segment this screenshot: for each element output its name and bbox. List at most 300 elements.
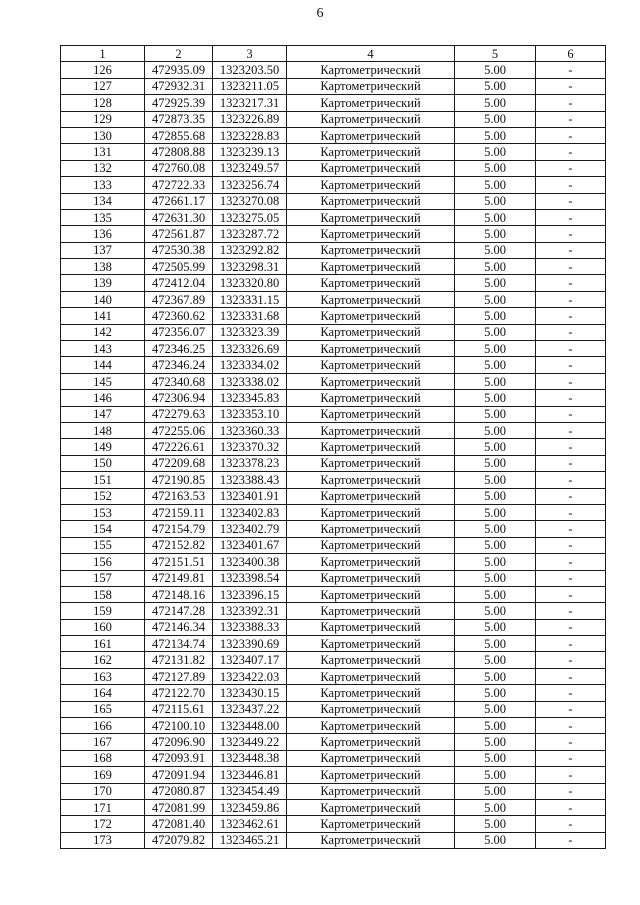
y-coordinate-cell: 1323388.33 [213, 619, 287, 635]
note-cell: - [536, 95, 606, 111]
note-cell: - [536, 504, 606, 520]
x-coordinate-cell: 472152.82 [145, 537, 213, 553]
point-number-cell: 145 [61, 373, 145, 389]
table-row [61, 373, 606, 389]
method-cell: Картометрический [287, 816, 455, 832]
table-row [61, 750, 606, 766]
method-cell: Картометрический [287, 570, 455, 586]
point-number-cell: 132 [61, 160, 145, 176]
accuracy-cell: 5.00 [455, 668, 536, 684]
accuracy-cell: 5.00 [455, 783, 536, 799]
method-cell: Картометрический [287, 193, 455, 209]
table-row [61, 636, 606, 652]
table-row [61, 259, 606, 275]
table-row [61, 95, 606, 111]
accuracy-cell: 5.00 [455, 127, 536, 143]
accuracy-cell: 5.00 [455, 488, 536, 504]
x-coordinate-cell: 472255.06 [145, 422, 213, 438]
x-coordinate-cell: 472147.28 [145, 603, 213, 619]
method-cell: Картометрический [287, 324, 455, 340]
point-number-cell: 169 [61, 767, 145, 783]
method-cell: Картометрический [287, 406, 455, 422]
point-number-cell: 133 [61, 177, 145, 193]
method-cell: Картометрический [287, 685, 455, 701]
note-cell: - [536, 439, 606, 455]
table-row [61, 406, 606, 422]
table-row [61, 734, 606, 750]
x-coordinate-cell: 472148.16 [145, 586, 213, 602]
method-cell: Картометрический [287, 652, 455, 668]
point-number-cell: 126 [61, 62, 145, 78]
method-cell: Картометрический [287, 586, 455, 602]
note-cell: - [536, 291, 606, 307]
x-coordinate-cell: 472935.09 [145, 62, 213, 78]
point-number-cell: 136 [61, 226, 145, 242]
note-cell: - [536, 259, 606, 275]
accuracy-cell: 5.00 [455, 78, 536, 94]
accuracy-cell: 5.00 [455, 144, 536, 160]
table-row [61, 324, 606, 340]
point-number-cell: 162 [61, 652, 145, 668]
x-coordinate-cell: 472096.90 [145, 734, 213, 750]
x-coordinate-cell: 472151.51 [145, 554, 213, 570]
method-cell: Картометрический [287, 341, 455, 357]
method-cell: Картометрический [287, 488, 455, 504]
y-coordinate-cell: 1323392.31 [213, 603, 287, 619]
point-number-cell: 158 [61, 586, 145, 602]
note-cell: - [536, 177, 606, 193]
accuracy-cell: 5.00 [455, 718, 536, 734]
accuracy-cell: 5.00 [455, 259, 536, 275]
x-coordinate-cell: 472356.07 [145, 324, 213, 340]
note-cell: - [536, 603, 606, 619]
point-number-cell: 170 [61, 783, 145, 799]
accuracy-cell: 5.00 [455, 750, 536, 766]
point-number-cell: 161 [61, 636, 145, 652]
table-row [61, 619, 606, 635]
note-cell: - [536, 78, 606, 94]
note-cell: - [536, 767, 606, 783]
column-header: 3 [213, 46, 287, 62]
table-row [61, 308, 606, 324]
accuracy-cell: 5.00 [455, 291, 536, 307]
column-header: 5 [455, 46, 536, 62]
y-coordinate-cell: 1323270.08 [213, 193, 287, 209]
method-cell: Картометрический [287, 160, 455, 176]
table-row [61, 504, 606, 520]
note-cell: - [536, 750, 606, 766]
accuracy-cell: 5.00 [455, 586, 536, 602]
table-row [61, 341, 606, 357]
y-coordinate-cell: 1323446.81 [213, 767, 287, 783]
method-cell: Картометрический [287, 554, 455, 570]
note-cell: - [536, 718, 606, 734]
y-coordinate-cell: 1323390.69 [213, 636, 287, 652]
y-coordinate-cell: 1323338.02 [213, 373, 287, 389]
point-number-cell: 163 [61, 668, 145, 684]
x-coordinate-cell: 472561.87 [145, 226, 213, 242]
point-number-cell: 137 [61, 242, 145, 258]
point-number-cell: 134 [61, 193, 145, 209]
x-coordinate-cell: 472149.81 [145, 570, 213, 586]
note-cell: - [536, 308, 606, 324]
table-row [61, 357, 606, 373]
x-coordinate-cell: 472209.68 [145, 455, 213, 471]
accuracy-cell: 5.00 [455, 734, 536, 750]
table-row [61, 718, 606, 734]
x-coordinate-cell: 472163.53 [145, 488, 213, 504]
x-coordinate-cell: 472100.10 [145, 718, 213, 734]
accuracy-cell: 5.00 [455, 603, 536, 619]
method-cell: Картометрический [287, 127, 455, 143]
table-body [61, 62, 606, 849]
note-cell: - [536, 209, 606, 225]
table-row [61, 488, 606, 504]
coordinates-table [60, 45, 606, 849]
x-coordinate-cell: 472093.91 [145, 750, 213, 766]
point-number-cell: 152 [61, 488, 145, 504]
table-row [61, 455, 606, 471]
y-coordinate-cell: 1323448.38 [213, 750, 287, 766]
method-cell: Картометрический [287, 439, 455, 455]
x-coordinate-cell: 472115.61 [145, 701, 213, 717]
note-cell: - [536, 619, 606, 635]
table-row [61, 111, 606, 127]
note-cell: - [536, 406, 606, 422]
y-coordinate-cell: 1323378.23 [213, 455, 287, 471]
method-cell: Картометрический [287, 422, 455, 438]
accuracy-cell: 5.00 [455, 521, 536, 537]
y-coordinate-cell: 1323402.79 [213, 521, 287, 537]
accuracy-cell: 5.00 [455, 209, 536, 225]
y-coordinate-cell: 1323437.22 [213, 701, 287, 717]
point-number-cell: 155 [61, 537, 145, 553]
table-row [61, 537, 606, 553]
table-row [61, 816, 606, 832]
y-coordinate-cell: 1323462.61 [213, 816, 287, 832]
method-cell: Картометрический [287, 603, 455, 619]
note-cell: - [536, 537, 606, 553]
y-coordinate-cell: 1323396.15 [213, 586, 287, 602]
x-coordinate-cell: 472530.38 [145, 242, 213, 258]
note-cell: - [536, 586, 606, 602]
note-cell: - [536, 390, 606, 406]
y-coordinate-cell: 1323459.86 [213, 799, 287, 815]
note-cell: - [536, 488, 606, 504]
y-coordinate-cell: 1323239.13 [213, 144, 287, 160]
x-coordinate-cell: 472360.62 [145, 308, 213, 324]
x-coordinate-cell: 472131.82 [145, 652, 213, 668]
table-row [61, 177, 606, 193]
y-coordinate-cell: 1323407.17 [213, 652, 287, 668]
note-cell: - [536, 144, 606, 160]
table-row [61, 160, 606, 176]
x-coordinate-cell: 472631.30 [145, 209, 213, 225]
accuracy-cell: 5.00 [455, 357, 536, 373]
point-number-cell: 172 [61, 816, 145, 832]
x-coordinate-cell: 472279.63 [145, 406, 213, 422]
accuracy-cell: 5.00 [455, 111, 536, 127]
note-cell: - [536, 226, 606, 242]
table-row [61, 62, 606, 78]
accuracy-cell: 5.00 [455, 242, 536, 258]
accuracy-cell: 5.00 [455, 636, 536, 652]
y-coordinate-cell: 1323449.22 [213, 734, 287, 750]
method-cell: Картометрический [287, 144, 455, 160]
note-cell: - [536, 341, 606, 357]
table-row [61, 209, 606, 225]
note-cell: - [536, 111, 606, 127]
column-header: 2 [145, 46, 213, 62]
table-row [61, 472, 606, 488]
point-number-cell: 144 [61, 357, 145, 373]
point-number-cell: 167 [61, 734, 145, 750]
method-cell: Картометрический [287, 259, 455, 275]
table-row [61, 275, 606, 291]
point-number-cell: 128 [61, 95, 145, 111]
accuracy-cell: 5.00 [455, 193, 536, 209]
note-cell: - [536, 570, 606, 586]
accuracy-cell: 5.00 [455, 226, 536, 242]
table-header-row [61, 46, 606, 62]
accuracy-cell: 5.00 [455, 341, 536, 357]
method-cell: Картометрический [287, 504, 455, 520]
x-coordinate-cell: 472127.89 [145, 668, 213, 684]
x-coordinate-cell: 472412.04 [145, 275, 213, 291]
note-cell: - [536, 652, 606, 668]
method-cell: Картометрический [287, 701, 455, 717]
point-number-cell: 151 [61, 472, 145, 488]
method-cell: Картометрический [287, 472, 455, 488]
x-coordinate-cell: 472226.61 [145, 439, 213, 455]
table-row [61, 390, 606, 406]
note-cell: - [536, 242, 606, 258]
y-coordinate-cell: 1323401.91 [213, 488, 287, 504]
accuracy-cell: 5.00 [455, 799, 536, 815]
x-coordinate-cell: 472760.08 [145, 160, 213, 176]
note-cell: - [536, 275, 606, 291]
x-coordinate-cell: 472855.68 [145, 127, 213, 143]
point-number-cell: 143 [61, 341, 145, 357]
point-number-cell: 131 [61, 144, 145, 160]
y-coordinate-cell: 1323360.33 [213, 422, 287, 438]
y-coordinate-cell: 1323256.74 [213, 177, 287, 193]
x-coordinate-cell: 472122.70 [145, 685, 213, 701]
accuracy-cell: 5.00 [455, 406, 536, 422]
point-number-cell: 166 [61, 718, 145, 734]
accuracy-cell: 5.00 [455, 390, 536, 406]
method-cell: Картометрический [287, 373, 455, 389]
note-cell: - [536, 373, 606, 389]
method-cell: Картометрический [287, 636, 455, 652]
table-row [61, 701, 606, 717]
y-coordinate-cell: 1323388.43 [213, 472, 287, 488]
column-header: 1 [61, 46, 145, 62]
method-cell: Картометрический [287, 291, 455, 307]
method-cell: Картометрический [287, 619, 455, 635]
method-cell: Картометрический [287, 718, 455, 734]
point-number-cell: 173 [61, 832, 145, 848]
method-cell: Картометрический [287, 95, 455, 111]
y-coordinate-cell: 1323398.54 [213, 570, 287, 586]
note-cell: - [536, 799, 606, 815]
table-row [61, 521, 606, 537]
accuracy-cell: 5.00 [455, 619, 536, 635]
y-coordinate-cell: 1323292.82 [213, 242, 287, 258]
point-number-cell: 150 [61, 455, 145, 471]
y-coordinate-cell: 1323211.05 [213, 78, 287, 94]
method-cell: Картометрический [287, 832, 455, 848]
method-cell: Картометрический [287, 734, 455, 750]
x-coordinate-cell: 472367.89 [145, 291, 213, 307]
method-cell: Картометрический [287, 62, 455, 78]
y-coordinate-cell: 1323226.89 [213, 111, 287, 127]
y-coordinate-cell: 1323217.31 [213, 95, 287, 111]
x-coordinate-cell: 472154.79 [145, 521, 213, 537]
x-coordinate-cell: 472925.39 [145, 95, 213, 111]
y-coordinate-cell: 1323353.10 [213, 406, 287, 422]
x-coordinate-cell: 472146.34 [145, 619, 213, 635]
point-number-cell: 127 [61, 78, 145, 94]
method-cell: Картометрический [287, 390, 455, 406]
accuracy-cell: 5.00 [455, 373, 536, 389]
table-row [61, 783, 606, 799]
note-cell: - [536, 422, 606, 438]
table-row [61, 439, 606, 455]
y-coordinate-cell: 1323448.00 [213, 718, 287, 734]
note-cell: - [536, 816, 606, 832]
x-coordinate-cell: 472091.94 [145, 767, 213, 783]
point-number-cell: 168 [61, 750, 145, 766]
point-number-cell: 153 [61, 504, 145, 520]
point-number-cell: 135 [61, 209, 145, 225]
method-cell: Картометрический [287, 357, 455, 373]
note-cell: - [536, 357, 606, 373]
y-coordinate-cell: 1323331.15 [213, 291, 287, 307]
x-coordinate-cell: 472346.24 [145, 357, 213, 373]
table-row [61, 78, 606, 94]
accuracy-cell: 5.00 [455, 767, 536, 783]
accuracy-cell: 5.00 [455, 570, 536, 586]
table-row [61, 127, 606, 143]
accuracy-cell: 5.00 [455, 62, 536, 78]
point-number-cell: 171 [61, 799, 145, 815]
y-coordinate-cell: 1323228.83 [213, 127, 287, 143]
point-number-cell: 160 [61, 619, 145, 635]
point-number-cell: 159 [61, 603, 145, 619]
accuracy-cell: 5.00 [455, 652, 536, 668]
accuracy-cell: 5.00 [455, 455, 536, 471]
accuracy-cell: 5.00 [455, 308, 536, 324]
point-number-cell: 140 [61, 291, 145, 307]
table-row [61, 586, 606, 602]
y-coordinate-cell: 1323287.72 [213, 226, 287, 242]
x-coordinate-cell: 472873.35 [145, 111, 213, 127]
table-row [61, 767, 606, 783]
x-coordinate-cell: 472340.68 [145, 373, 213, 389]
table-row [61, 832, 606, 848]
y-coordinate-cell: 1323334.02 [213, 357, 287, 373]
x-coordinate-cell: 472661.17 [145, 193, 213, 209]
note-cell: - [536, 783, 606, 799]
accuracy-cell: 5.00 [455, 685, 536, 701]
point-number-cell: 148 [61, 422, 145, 438]
table-row [61, 242, 606, 258]
method-cell: Картометрический [287, 242, 455, 258]
method-cell: Картометрический [287, 799, 455, 815]
y-coordinate-cell: 1323323.39 [213, 324, 287, 340]
point-number-cell: 154 [61, 521, 145, 537]
y-coordinate-cell: 1323320.80 [213, 275, 287, 291]
accuracy-cell: 5.00 [455, 160, 536, 176]
point-number-cell: 149 [61, 439, 145, 455]
point-number-cell: 138 [61, 259, 145, 275]
note-cell: - [536, 685, 606, 701]
note-cell: - [536, 554, 606, 570]
table-row [61, 193, 606, 209]
point-number-cell: 139 [61, 275, 145, 291]
y-coordinate-cell: 1323454.49 [213, 783, 287, 799]
point-number-cell: 147 [61, 406, 145, 422]
note-cell: - [536, 472, 606, 488]
y-coordinate-cell: 1323400.38 [213, 554, 287, 570]
point-number-cell: 130 [61, 127, 145, 143]
note-cell: - [536, 455, 606, 471]
accuracy-cell: 5.00 [455, 816, 536, 832]
note-cell: - [536, 636, 606, 652]
x-coordinate-cell: 472190.85 [145, 472, 213, 488]
x-coordinate-cell: 472134.74 [145, 636, 213, 652]
note-cell: - [536, 521, 606, 537]
y-coordinate-cell: 1323370.32 [213, 439, 287, 455]
method-cell: Картометрический [287, 537, 455, 553]
method-cell: Картометрический [287, 209, 455, 225]
point-number-cell: 157 [61, 570, 145, 586]
point-number-cell: 142 [61, 324, 145, 340]
method-cell: Картометрический [287, 783, 455, 799]
accuracy-cell: 5.00 [455, 472, 536, 488]
accuracy-cell: 5.00 [455, 275, 536, 291]
y-coordinate-cell: 1323203.50 [213, 62, 287, 78]
method-cell: Картометрический [287, 78, 455, 94]
x-coordinate-cell: 472159.11 [145, 504, 213, 520]
accuracy-cell: 5.00 [455, 832, 536, 848]
point-number-cell: 165 [61, 701, 145, 717]
y-coordinate-cell: 1323465.21 [213, 832, 287, 848]
accuracy-cell: 5.00 [455, 439, 536, 455]
point-number-cell: 156 [61, 554, 145, 570]
table-row [61, 799, 606, 815]
y-coordinate-cell: 1323430.15 [213, 685, 287, 701]
table-row [61, 685, 606, 701]
note-cell: - [536, 701, 606, 717]
x-coordinate-cell: 472505.99 [145, 259, 213, 275]
page-number: 6 [316, 6, 324, 21]
method-cell: Картометрический [287, 767, 455, 783]
point-number-cell: 146 [61, 390, 145, 406]
accuracy-cell: 5.00 [455, 504, 536, 520]
y-coordinate-cell: 1323402.83 [213, 504, 287, 520]
point-number-cell: 129 [61, 111, 145, 127]
point-number-cell: 141 [61, 308, 145, 324]
x-coordinate-cell: 472081.99 [145, 799, 213, 815]
note-cell: - [536, 127, 606, 143]
accuracy-cell: 5.00 [455, 422, 536, 438]
x-coordinate-cell: 472932.31 [145, 78, 213, 94]
method-cell: Картометрический [287, 521, 455, 537]
column-header: 6 [536, 46, 606, 62]
note-cell: - [536, 62, 606, 78]
